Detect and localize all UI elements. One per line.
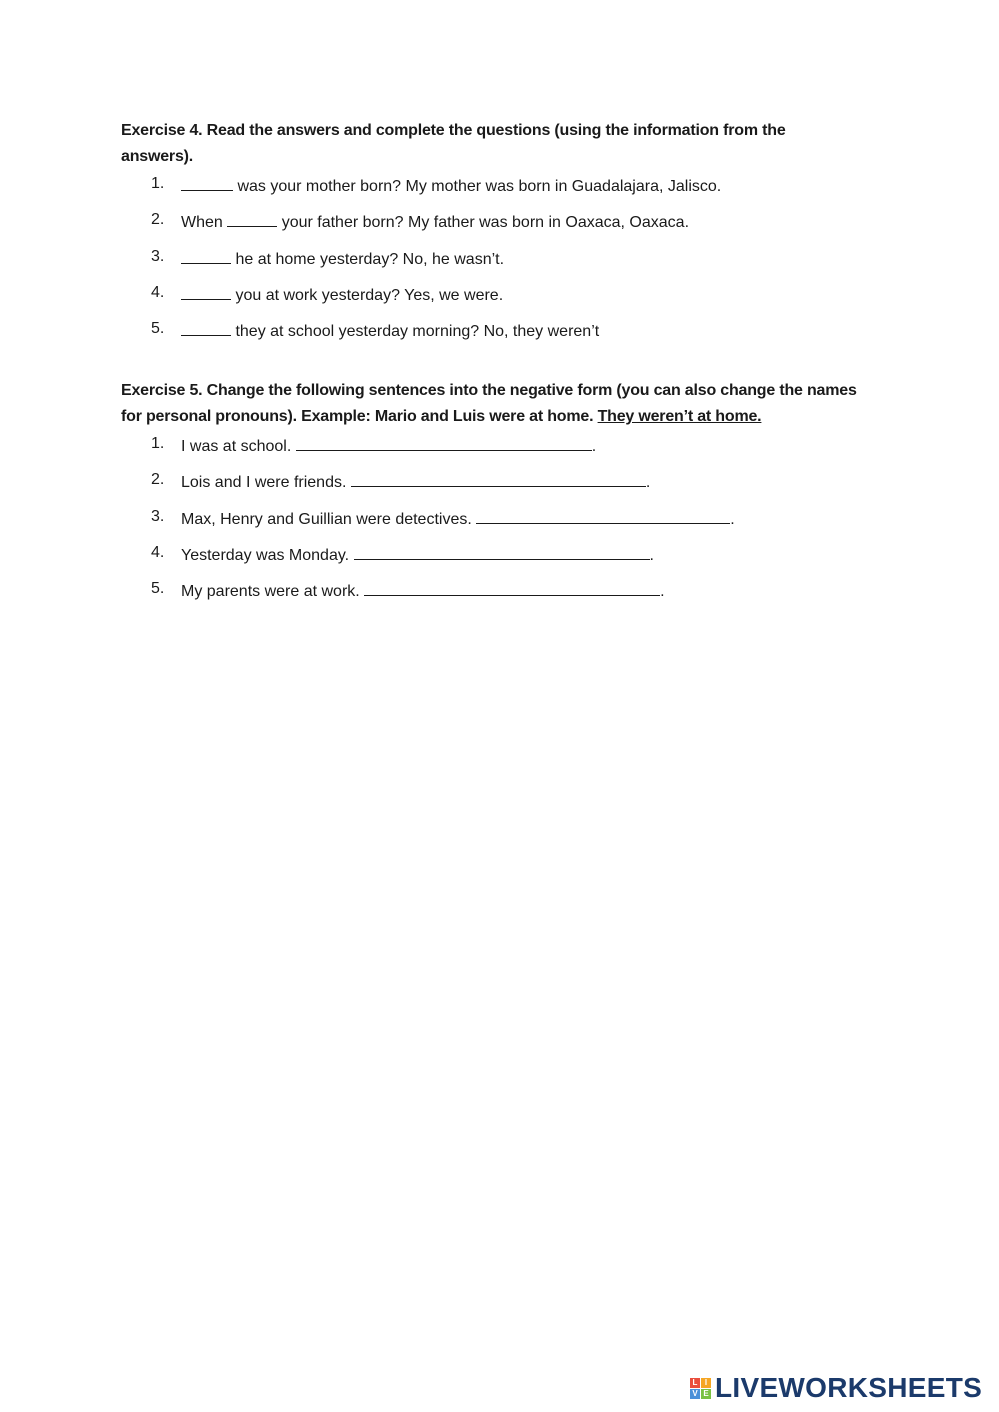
answer-blank[interactable] (181, 174, 233, 191)
answer-line[interactable] (354, 543, 650, 560)
item-number: 3. (151, 507, 165, 525)
answer-blank[interactable] (181, 247, 231, 264)
answer-line[interactable] (351, 470, 646, 487)
item-text: they at school yesterday morning? No, they weren’t (181, 319, 599, 342)
logo-mark-icon (690, 1378, 711, 1399)
item-number: 5. (151, 320, 165, 338)
exercise-5-title: Exercise 5. Change the following sentences into the negative form (you can also change the names for personal pronouns). Example: Mario and Luis were at home. They weren’t at home. (121, 382, 857, 425)
liveworksheets-logo[interactable] (690, 1372, 982, 1404)
item-text: he at home yesterday? No, he wasn’t. (181, 247, 504, 270)
logo-letter-e: E (701, 1389, 711, 1399)
item-text: you at work yesterday? Yes, we were. (181, 283, 503, 306)
logo-letter-l: L (690, 1378, 700, 1388)
list-item (121, 541, 861, 577)
logo-letter-i: I (701, 1378, 711, 1388)
list-item (121, 505, 861, 541)
list-item (121, 577, 861, 613)
list-item (121, 432, 861, 468)
item-number: 4. (151, 543, 165, 561)
example-answer: They weren’t at home. (597, 408, 762, 425)
item-text: was your mother born? My mother was born in Guadalajara, Jalisco. (181, 174, 721, 197)
item-number: 3. (151, 247, 165, 265)
list-item (121, 245, 861, 281)
answer-line[interactable] (364, 579, 660, 596)
exercise-4-title: Exercise 4. Read the answers and complete the questions (using the information from the answers). (121, 122, 786, 165)
item-number: 2. (151, 471, 165, 489)
item-number: 2. (151, 211, 165, 229)
item-text: When your father born? My father was born in Oaxaca, Oaxaca. (181, 210, 689, 233)
answer-blank[interactable] (181, 319, 231, 336)
item-number: 5. (151, 580, 165, 598)
answer-blank[interactable] (227, 210, 277, 227)
exercise-5-list (121, 432, 861, 613)
item-number: 4. (151, 283, 165, 301)
item-text: I was at school. . (181, 434, 596, 457)
list-item (121, 468, 861, 504)
answer-line[interactable] (476, 507, 730, 524)
logo-text: LIVEWORKSHEETS (715, 1372, 983, 1403)
item-text: Max, Henry and Guillian were detectives. . (181, 507, 735, 530)
item-text: My parents were at work. . (181, 579, 665, 602)
item-text: Lois and I were friends. . (181, 470, 650, 493)
list-item (121, 172, 861, 208)
list-item (121, 208, 861, 244)
list-item (121, 281, 861, 317)
exercise-4 (121, 118, 861, 353)
logo-letter-v: V (690, 1389, 700, 1399)
item-text: Yesterday was Monday. . (181, 543, 654, 566)
item-number: 1. (151, 435, 165, 452)
exercise-4-list (121, 172, 861, 353)
exercise-5 (121, 378, 861, 613)
item-number: 1. (151, 175, 165, 192)
answer-line[interactable] (296, 434, 592, 451)
list-item (121, 317, 861, 353)
answer-blank[interactable] (181, 283, 231, 300)
